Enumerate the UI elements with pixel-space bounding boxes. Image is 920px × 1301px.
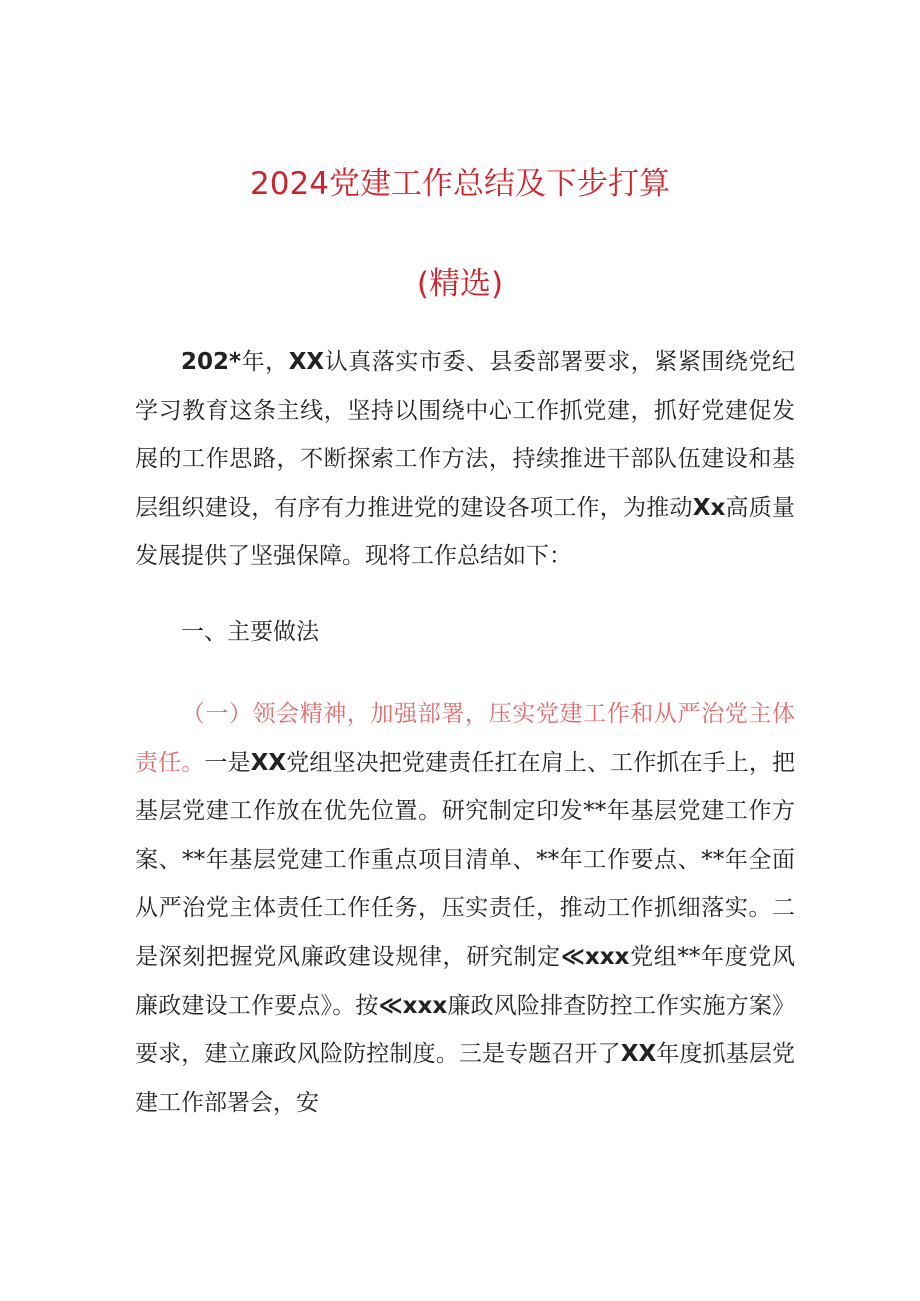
section1-text-2: 党组坚决把党建责任扛在肩上、工作抓在手上，把基层党建工作放在优先位置。研究制定印发**年基层党建工作方案、**年基层党建工作重点项目清单、**年工作要点、**年全面从严治党主体责任工作任务，压实责任，推动工作抓细落实。二是深刻把握党风廉政建设规律，研究制定	[135, 749, 796, 970]
intro-org: XX	[288, 349, 325, 375]
section1-org: XX	[250, 749, 287, 776]
intro-text-2: 认真落实市委、县委部署要求，紧紧围绕党纪学习教育这条主线，坚持以围绕中心工作抓党建，抓好党建促发展的工作思路，不断探索工作方法，持续推进干部队伍建设和基层组织建设，有序有力推进党的建设各项工作，为推动	[135, 349, 796, 521]
section-heading	[135, 608, 795, 657]
section1-doc-1: ≪xxx	[560, 943, 630, 970]
intro-paragraph	[135, 338, 795, 581]
section1-doc-2: ≪xxx	[378, 992, 448, 1019]
section1-heading: （一）领会精神，加强部署，压实党建工作和从严治党主体责任。	[135, 701, 795, 776]
section-heading-text: 一、主要做法	[181, 619, 319, 645]
section1-text-1: 一是	[204, 749, 251, 776]
intro-text-1: 年，	[241, 349, 289, 375]
section1-text-5: 年度抓基层党建工作部署会，安	[135, 1041, 796, 1116]
document-title: 2024党建工作总结及下步打算	[250, 166, 670, 202]
intro-text-3: 高质量发展提供了坚强保障。现将工作总结如下：	[135, 494, 796, 570]
section1-org-3: XX	[620, 1041, 657, 1068]
document-subtitle: (精选)	[416, 266, 504, 302]
section1-text-3: 党组**年度党风廉政建设工作要点》。按	[135, 943, 795, 1019]
section1-paragraph	[135, 690, 795, 1127]
intro-year: 202*	[181, 349, 242, 375]
intro-org-2: Xx	[692, 494, 726, 521]
section1-text-4: 廉政风险排查防控工作实施方案》要求，建立廉政风险防控制度。三是专题召开了	[135, 992, 796, 1068]
